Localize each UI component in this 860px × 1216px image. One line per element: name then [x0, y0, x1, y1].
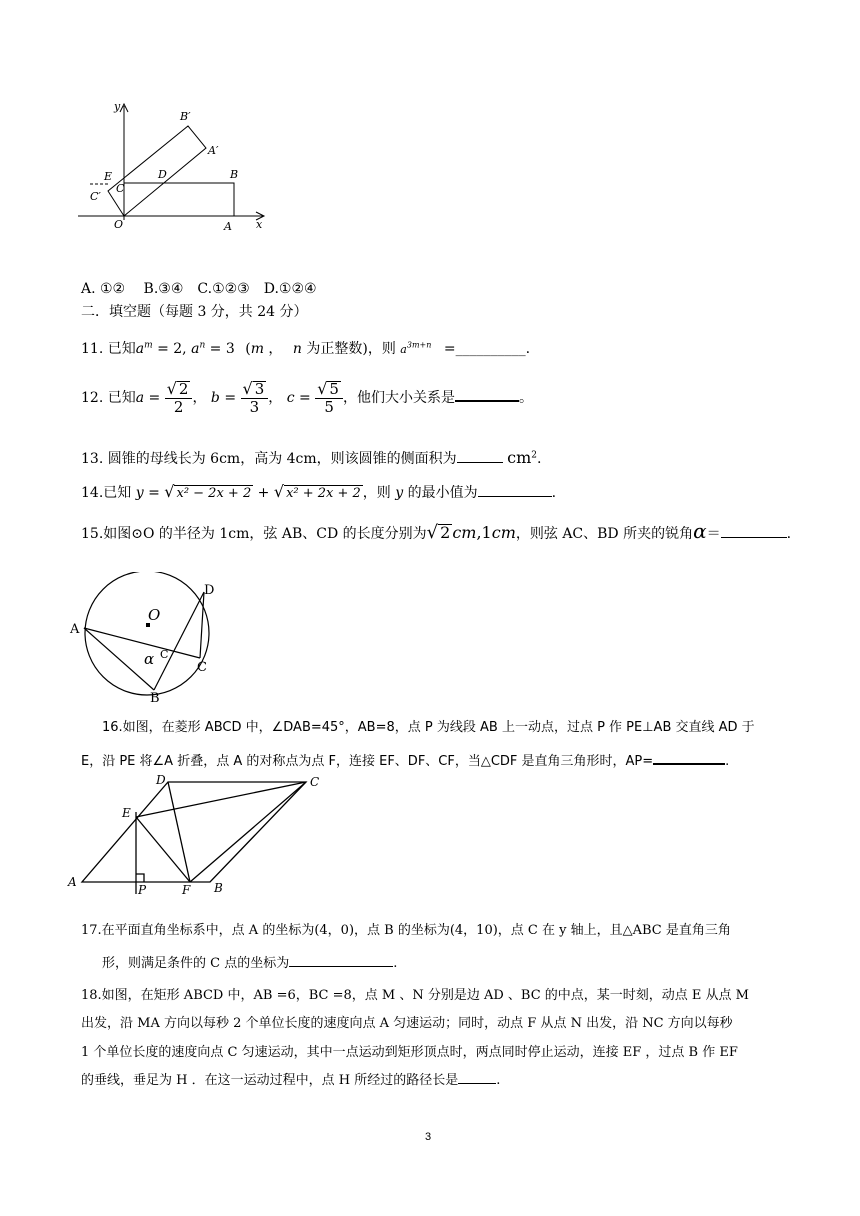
q13-number: 13.	[81, 451, 104, 467]
q15-answer-blank[interactable]	[721, 537, 787, 538]
q17-line2	[102, 952, 397, 971]
q15-cm1: cm	[452, 523, 477, 542]
label-O: O	[114, 218, 124, 231]
rhombus-figure	[64, 770, 326, 896]
q13-unit: cm	[507, 448, 532, 467]
q15-number: 15.	[81, 526, 104, 542]
q12-sqrt2: 2	[178, 380, 189, 398]
q12-prefix: 已知	[107, 390, 136, 406]
circle-label-A: A	[70, 622, 80, 637]
q11-var-m: m	[250, 341, 264, 357]
q12-eq-a: =	[144, 390, 165, 406]
q12-eq-c: =	[294, 390, 316, 406]
q12-sqrt5: 5	[329, 380, 339, 398]
rh-label-E: E	[122, 806, 131, 820]
q18-line4	[81, 1069, 500, 1088]
rhombus-ABCD	[82, 782, 306, 882]
q12-den3: 3	[249, 398, 260, 416]
circle-angle-mark: C	[160, 648, 169, 661]
label-E: E	[104, 170, 113, 183]
q16-answer-blank[interactable]	[653, 763, 725, 765]
q15-text1: 如图⊙O 的半径为 1cm，弦 AB、CD 的长度分别为	[103, 526, 427, 542]
label-Bp: B′	[180, 110, 191, 123]
q12-end: 。	[518, 390, 533, 406]
rh-label-F: F	[182, 883, 191, 896]
q17-line1: 17.在平面直角坐标系中，点 A 的坐标为(4，0)，点 B 的坐标为(4，10)，点 C 在 y 轴上，且△ABC 是直角三角	[81, 923, 731, 938]
q11-comma: ，	[263, 341, 283, 357]
q12-var-c: c	[286, 390, 295, 406]
circle-label-O: O	[148, 606, 161, 624]
q18-line3: 1 个单位长度的速度向点 C 匀速运动，其中一点运动到矩形顶点时，两点同时停止运动，连接 EF ，过点 B 作 EF	[81, 1045, 738, 1060]
q14-suffix: 的最小值为	[403, 485, 478, 501]
q12-den5: 5	[324, 398, 334, 416]
q11-number: 11.	[81, 341, 104, 357]
q12	[81, 378, 533, 418]
q11-cond-end: = 3	[205, 341, 235, 357]
q11-paren-open: (	[245, 341, 251, 357]
q11-prefix: 已知	[107, 341, 136, 357]
q18-end: .	[496, 1073, 501, 1088]
q16-line2-text: E，沿 PE 将∠A 折叠，点 A 的对称点为点 F，连接 EF、DF、CF，当△CDF 是直角三角形时，AP=	[81, 754, 654, 769]
segment-EF	[136, 817, 190, 882]
q14-var-y: y	[135, 485, 144, 501]
q11-cond-m: m	[144, 340, 153, 351]
q15-end: .	[786, 526, 792, 542]
q14-answer-blank[interactable]	[478, 496, 552, 497]
q18-answer-blank[interactable]	[458, 1083, 496, 1084]
q11-paren-rest: 为正整数)，则	[301, 341, 396, 357]
chord-BD	[154, 592, 204, 690]
q11	[81, 338, 530, 358]
rh-label-D: D	[156, 773, 166, 787]
rh-label-A: A	[68, 875, 77, 889]
q12-number: 12.	[81, 390, 104, 406]
q17-answer-blank[interactable]	[289, 966, 393, 967]
circle-label-C: C	[197, 660, 207, 675]
q16-line1: 16.如图，在菱形 ABCD 中，∠DAB=45°，AB=8，点 P 为线段 AB 上一动点，过点 P 作 PE⊥AB 交直线 AD 于	[102, 720, 755, 735]
q12-sep1: ，	[192, 390, 207, 406]
circle-label-alpha: α	[144, 650, 155, 668]
q14-eq: =	[143, 485, 165, 501]
q15-rad: 2	[440, 523, 451, 542]
label-Cp: C′	[90, 190, 101, 203]
circle-label-D: D	[204, 583, 215, 598]
q14-number: 14.	[81, 485, 104, 501]
q11-cond-a2: a	[191, 341, 200, 357]
label-x: x	[256, 218, 263, 231]
q15: 15.如图⊙O 的半径为 1cm，弦 AB、CD 的长度分别为√ 2 cm,1cm，则弦 AC、BD 所夹的锐角α＝ .	[81, 519, 792, 543]
q10-options: A. ①② B.③④ C.①②③ D.①②④	[81, 281, 317, 297]
q17-line2-text: 形，则满足条件的 C 点的坐标为	[102, 956, 290, 971]
q14-var-y2: y	[395, 485, 404, 501]
q13	[81, 448, 541, 468]
q12-frac-a: $\frac{√ 2}{2}$	[165, 380, 193, 416]
q15-text2: ，则弦 AC、BD 所夹的锐角	[515, 526, 694, 542]
coordinate-figure	[76, 98, 276, 238]
q15-alpha: α	[693, 519, 707, 543]
q15-sep: ,	[476, 523, 482, 542]
section2-header: 二．填空题（每题 3 分，共 24 分）	[81, 304, 308, 320]
q16-end: .	[725, 754, 730, 769]
q13-unit-exp: 2	[531, 450, 537, 461]
segment-EC	[136, 782, 306, 817]
circle-label-B: B	[150, 691, 160, 704]
rotated-rect	[108, 126, 206, 216]
q12-eq-b: =	[219, 390, 241, 406]
label-C: C	[116, 182, 125, 195]
q12-answer-blank[interactable]	[455, 400, 519, 402]
q13-end: .	[537, 451, 542, 467]
q18-line4-text: 的垂线，垂足为 H ．在这一运动过程中，点 H 所经过的路径长是	[81, 1073, 459, 1088]
q12-var-b: b	[210, 390, 220, 406]
circle-figure	[68, 572, 228, 704]
rect-OABC	[124, 183, 234, 216]
q12-sep2: ，	[268, 390, 283, 406]
q14-rad2: x² + 2x + 2	[286, 486, 361, 501]
q14-prefix: 已知	[103, 485, 132, 501]
q13-answer-blank[interactable]	[457, 462, 503, 463]
q12-sqrt3: 3	[254, 380, 265, 398]
q12-suffix: ，他们大小关系是	[342, 390, 455, 406]
q11-cond-a: a	[135, 341, 145, 357]
segment-CF	[190, 782, 306, 882]
q14-end: .	[551, 485, 557, 501]
q14-rad1: x² − 2x + 2	[176, 486, 252, 501]
q12-den2: 2	[173, 398, 184, 416]
q11-expr-base: a	[400, 343, 407, 356]
segment-DF	[168, 782, 190, 882]
q14: 14.已知 y = √ x² − 2x + 2 + √ x² + 2x + 2 ，则 y 的最小值为 .	[81, 482, 557, 501]
q13-text: 圆锥的母线长为 6cm，高为 4cm，则该圆锥的侧面积为	[107, 451, 457, 467]
q11-var-n: n	[292, 341, 302, 357]
q14-plus: +	[253, 485, 274, 501]
label-y: y	[114, 100, 121, 113]
q17-end: .	[393, 956, 398, 971]
q18-line1: 18.如图，在矩形 ABCD 中，AB =6，BC =8，点 M 、N 分别是边 AD 、BC 的中点，某一时刻，动点 E 从点 M	[81, 988, 749, 1003]
q14-mid: ，则	[362, 485, 396, 501]
q11-expr-exp: 3m+n	[406, 340, 432, 350]
q12-var-a: a	[135, 390, 145, 406]
right-angle-mark	[136, 874, 144, 882]
label-A: A	[224, 220, 232, 233]
q15-val: 1	[481, 523, 492, 542]
label-B: B	[230, 168, 239, 181]
q15-cm2: cm	[491, 523, 516, 542]
label-Ap: A′	[208, 144, 219, 157]
q18-line2: 出发，沿 MA 方向以每秒 2 个单位长度的速度向点 A 匀速运动；同时，动点 F 从点 N 出发，沿 NC 方向以每秒	[81, 1016, 733, 1031]
rh-label-B: B	[214, 881, 223, 895]
rh-label-P: P	[138, 883, 147, 896]
q15-eq: ＝	[706, 526, 721, 542]
rh-label-C: C	[310, 775, 320, 789]
q11-cond-mid: = 2,	[152, 341, 192, 357]
q12-frac-b: $\frac{√ 3}{3}$	[241, 380, 269, 416]
q16-line2	[81, 750, 729, 769]
q12-frac-c: $\frac{√ 5}{5}$	[315, 380, 343, 416]
page-number: 3	[425, 1131, 432, 1143]
q11-cond-n: n	[199, 340, 206, 351]
label-D: D	[158, 168, 167, 181]
q11-answer-blank[interactable]: =__________.	[443, 341, 531, 357]
